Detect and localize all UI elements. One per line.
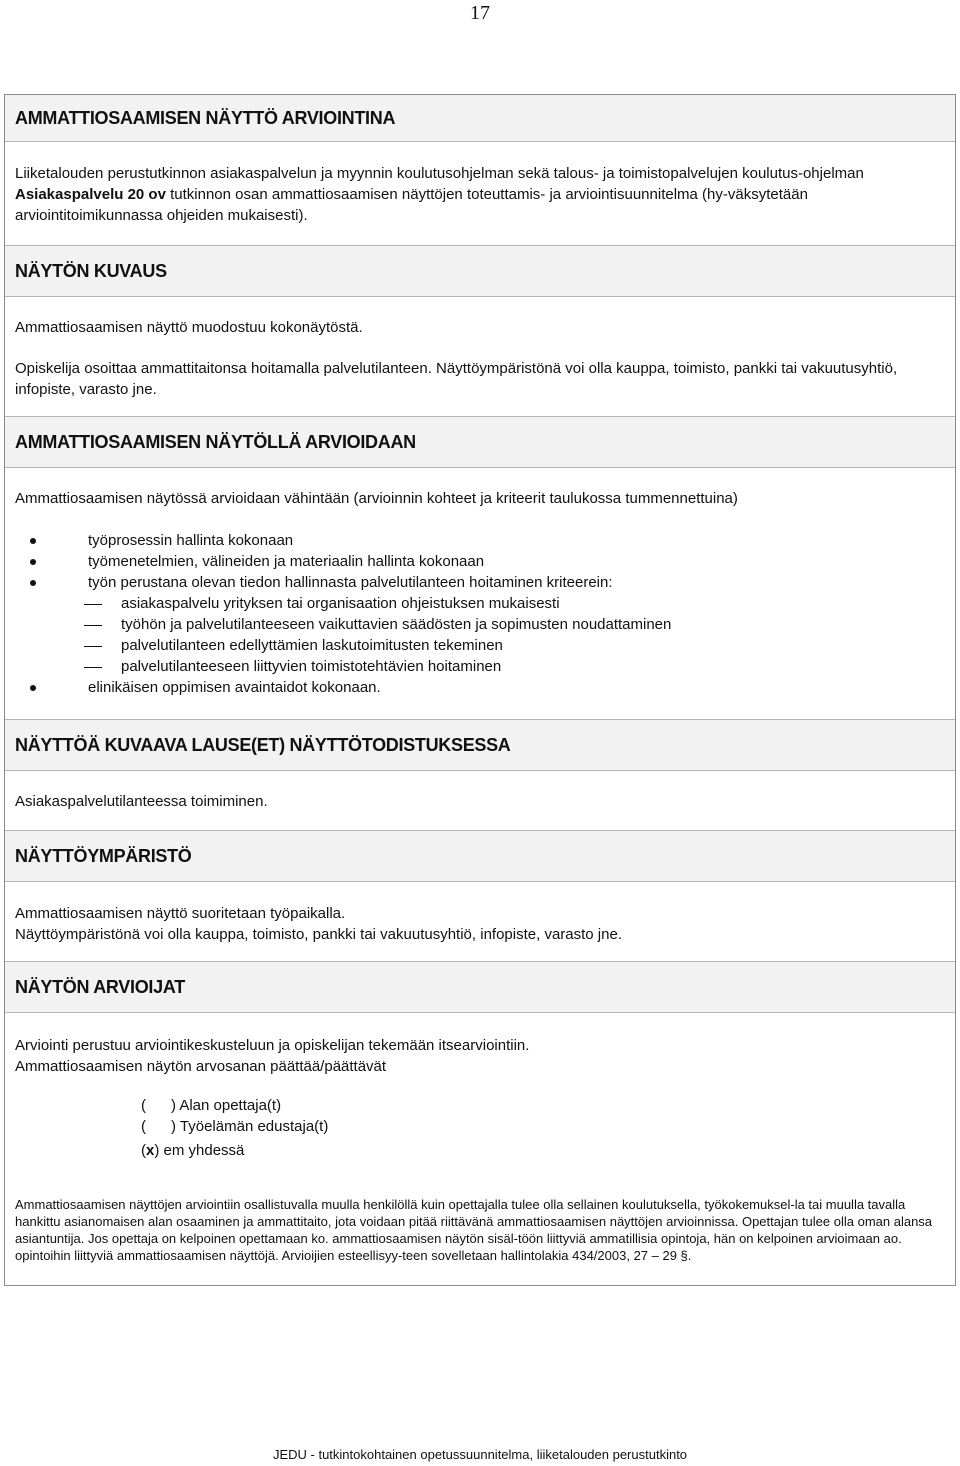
criteria-subitem: asiakaspalvelu yrityksen tai organisaation ohjeistuksen mukaisesti <box>15 593 945 614</box>
arvioijat-heading: NÄYTÖN ARVIOIJAT <box>15 977 185 997</box>
choice-mark <box>146 1095 171 1116</box>
choice-label: Työelämän edustaja(t) <box>179 1118 329 1135</box>
criteria-item: työn perustana olevan tiedon hallinnasta palvelutilanteen hoitaminen kriteerein: <box>15 572 945 593</box>
page-title: AMMATTIOSAAMISEN NÄYTTÖ ARVIOINTINA <box>15 108 396 128</box>
criteria-list <box>15 530 945 698</box>
intro-part1: Liiketalouden perustutkinnon asiakaspalvelun ja myynnin koulutusohjelman sekä talous- ja toimistopalvelujen koulutus-ohjelman <box>15 165 864 182</box>
choice-row: (x) em yhdessä <box>141 1142 245 1159</box>
lause-body <box>5 791 955 812</box>
page-footer: JEDU - tutkintokohtainen opetussuunnitelma, liiketalouden perustutkinto <box>272 1447 688 1462</box>
lause-header <box>5 719 955 771</box>
assessment-plan-table <box>4 94 956 1286</box>
assessor-choices <box>141 1095 328 1161</box>
choice-label: em yhdessä <box>163 1142 245 1159</box>
assessor-note <box>5 1183 955 1277</box>
arvioijat-line2: Ammattiosaamisen näytön arvosanan päättää/päättävät <box>15 1058 387 1075</box>
criteria-item: työprosessin hallinta kokonaan <box>15 530 945 551</box>
choice-row: ( ) Työelämän edustaja(t) <box>141 1118 329 1135</box>
criteria-subitem: työhön ja palvelutilanteeseen vaikuttavien säädösten ja sopimusten noudattaminen <box>15 614 945 635</box>
intro-bold: Asiakaspalvelu 20 ov <box>15 186 166 203</box>
ymparisto-body <box>5 903 955 945</box>
arvioijat-body <box>5 1035 955 1077</box>
choice-mark <box>146 1116 171 1137</box>
page-number: 17 <box>470 2 490 24</box>
lause-text: Asiakaspalvelutilanteessa toimiminen. <box>15 793 268 810</box>
arvioijat-line1: Arviointi perustuu arviointikeskusteluun ja opiskelijan tekemään itsearviointiin. <box>15 1037 530 1054</box>
choice-label: Alan opettaja(t) <box>179 1097 282 1114</box>
arvioidaan-header <box>5 416 955 468</box>
arvioidaan-lead: Ammattiosaamisen näytössä arvioidaan vähintään (arvioinnin kohteet ja kriteerit taulukossa tummennettuina) <box>15 490 738 507</box>
kuvaus-line1: Ammattiosaamisen näyttö muodostuu kokonäytöstä. <box>15 319 363 336</box>
intro-part2: tutkinnon osan ammattiosaamisen näyttöjen toteuttamis- ja arviointisuunnitelma (hy-väksytetään arviointitoimikunnassa ohjeiden mukaisesti). <box>15 186 808 224</box>
kuvaus-body <box>5 317 955 400</box>
ymparisto-line1: Ammattiosaamisen näyttö suoritetaan työpaikalla. <box>15 905 346 922</box>
title-row <box>5 95 955 142</box>
choice-row: ( ) Alan opettaja(t) <box>141 1097 282 1114</box>
criteria-subitem: palvelutilanteen edellyttämien laskutoimitusten tekeminen <box>15 635 945 656</box>
criteria-item: elinikäisen oppimisen avaintaidot kokonaan. <box>15 677 945 698</box>
choice-mark-selected: x <box>146 1142 155 1159</box>
arvioidaan-heading: AMMATTIOSAAMISEN NÄYTÖLLÄ ARVIOIDAAN <box>15 432 416 452</box>
criteria-subitem: palvelutilanteeseen liittyvien toimistotehtävien hoitaminen <box>15 656 945 677</box>
kuvaus-line2: Opiskelija osoittaa ammattitaitonsa hoitamalla palvelutilanteen. Näyttöympäristönä voi olla kauppa, toimisto, pankki tai vakuutusyhtiö, infopiste, varasto jne. <box>15 360 898 398</box>
arvioidaan-body <box>5 488 955 698</box>
lause-heading: NÄYTTÖÄ KUVAAVA LAUSE(ET) NÄYTTÖTODISTUKSESSA <box>15 735 511 755</box>
ymparisto-line2: Näyttöympäristönä voi olla kauppa, toimisto, pankki tai vakuutusyhtiö, infopiste, varasto jne. <box>15 926 622 943</box>
ymparisto-header <box>5 830 955 882</box>
intro-text <box>5 163 955 226</box>
criteria-item: työmenetelmien, välineiden ja materiaalin hallinta kokonaan <box>15 551 945 572</box>
assessor-note-text: Ammattiosaamisen näyttöjen arviointiin osallistuvalla muulla henkilöllä kuin opettajalla tulee olla sellainen koulutuksella, työkokemuksel-la tai muulla tavalla hankittu asianomaisen alan osaaminen ja ammattitaito, jota voidaan pitää riittävänä ammattiosaamisen näyttöjen arvioinnissa. Opettajan tulee olla oman alansa asiantuntija. Jos opettaja on kelpoinen opettamaan ko. ammattiosaamisen näytön sisäl-töön liittyviä ammatillisia opintoja, hän on kelpoinen arvioimaan ao. opintoihin liittyviä ammattiosaamisen näyttöjä. Arvioijien esteellisyy-teen sovelletaan hallintolakia 434/2003, 27 – 29 §. <box>15 1197 933 1263</box>
kuvaus-heading: NÄYTÖN KUVAUS <box>15 261 167 281</box>
kuvaus-header <box>5 245 955 297</box>
ymparisto-heading: NÄYTTÖYMPÄRISTÖ <box>15 846 192 866</box>
arvioijat-header <box>5 961 955 1013</box>
